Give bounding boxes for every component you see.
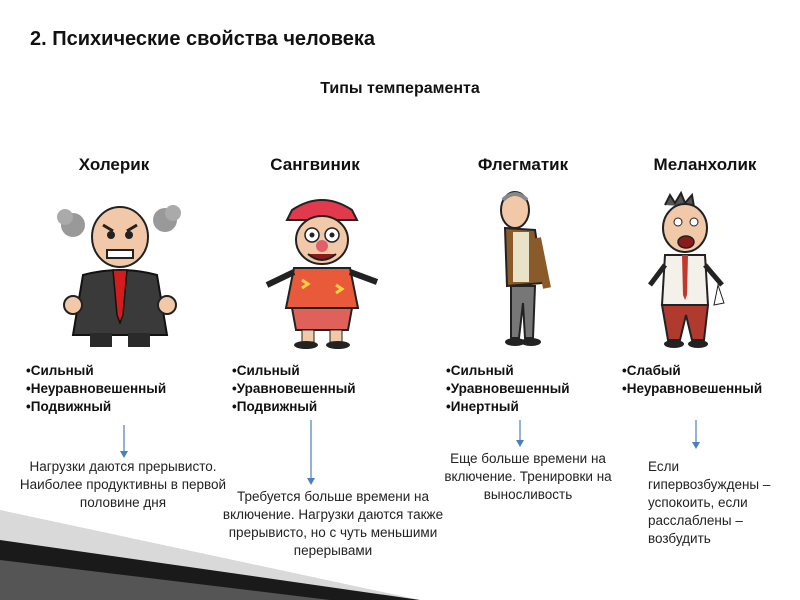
traits-list-sanguine bbox=[232, 362, 356, 416]
choleric-illustration bbox=[55, 195, 185, 350]
sanguine-illustration bbox=[262, 190, 382, 350]
type-name-sanguine: Сангвиник bbox=[270, 155, 360, 174]
phlegmatic-illustration bbox=[485, 188, 565, 350]
list-item: • Сильный bbox=[26, 362, 166, 380]
arrow-down-icon bbox=[305, 420, 317, 486]
traits-list-choleric bbox=[26, 362, 166, 416]
note-melancholic: Если гипервозбуждены – успокоить, если расслаблены – возбудить bbox=[648, 459, 771, 546]
arrow-down-icon bbox=[690, 420, 702, 450]
list-item: • Уравновешенный bbox=[446, 380, 570, 398]
type-name-phlegmatic: Флегматик bbox=[477, 155, 569, 174]
list-item: • Неуравновешенный bbox=[26, 380, 166, 398]
slide-title: 2. Психические свойства человека bbox=[30, 28, 375, 50]
note-phlegmatic: Еще больше времени на включение. Тренировки на выносливость bbox=[444, 451, 612, 502]
type-name-melancholic: Меланхолик bbox=[653, 155, 757, 174]
list-item: • Слабый bbox=[622, 362, 762, 380]
decorative-corner bbox=[0, 490, 420, 600]
slide-subtitle: Типы темперамента bbox=[320, 80, 480, 97]
type-name-choleric: Холерик bbox=[78, 155, 150, 174]
list-item: • Подвижный bbox=[26, 398, 166, 416]
arrow-down-icon bbox=[118, 425, 130, 459]
list-item: • Подвижный bbox=[232, 398, 356, 416]
arrow-down-icon bbox=[514, 420, 526, 448]
note-choleric: Нагрузки даются прерывисто. Наиболее продуктивны в первой половине дня bbox=[19, 459, 227, 510]
list-item: • Сильный bbox=[446, 362, 570, 380]
traits-list-melancholic bbox=[622, 362, 762, 398]
list-item: • Сильный bbox=[232, 362, 356, 380]
note-sanguine: Требуется больше времени на включение. Нагрузки даются также прерывисто, но с чуть меньшими перерывами bbox=[222, 489, 444, 558]
list-item: • Инертный bbox=[446, 398, 570, 416]
list-item: • Уравновешенный bbox=[232, 380, 356, 398]
traits-list-phlegmatic bbox=[446, 362, 570, 416]
melancholic-illustration bbox=[640, 190, 740, 350]
list-item: • Неуравновешенный bbox=[622, 380, 762, 398]
